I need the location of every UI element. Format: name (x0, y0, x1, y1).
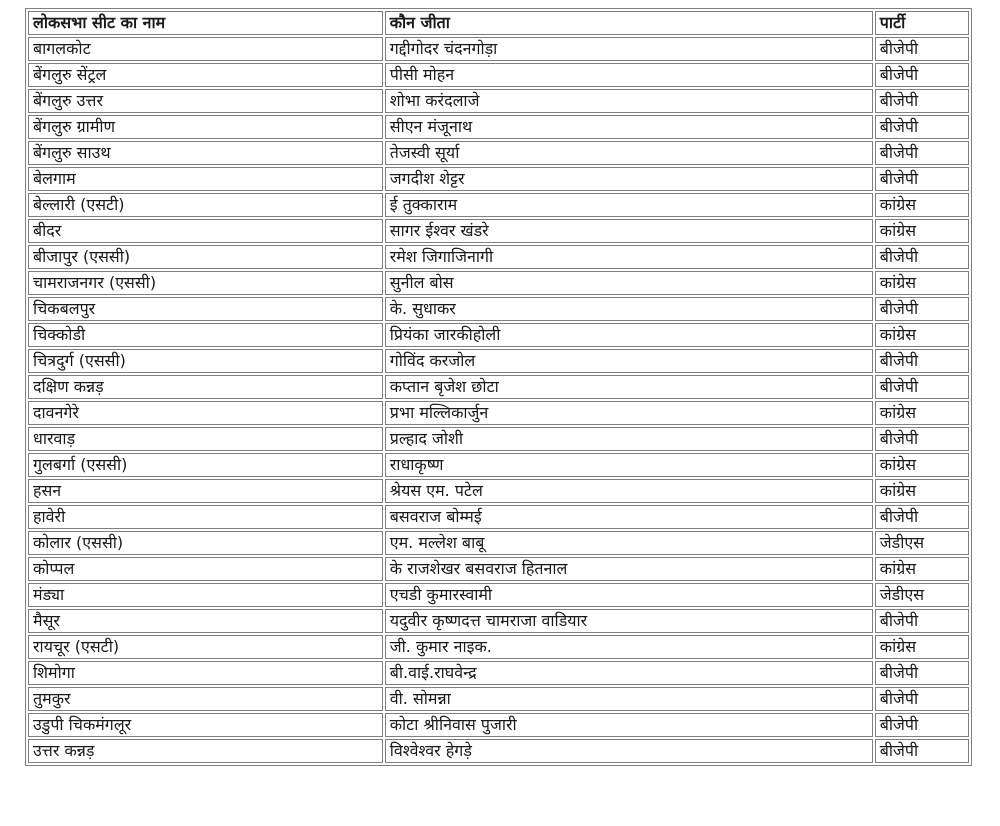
winner-cell: ई तुक्काराम (385, 193, 873, 217)
party-cell: बीजेपी (875, 167, 969, 191)
table-row (28, 479, 969, 503)
seat-name-cell: रायचूर (एसटी) (28, 635, 383, 659)
winner-cell: जी. कुमार नाइक. (385, 635, 873, 659)
party-cell: बीजेपी (875, 141, 969, 165)
party-cell: कांग्रेस (875, 557, 969, 581)
winner-cell: कोटा श्रीनिवास पुजारी (385, 713, 873, 737)
table-row (28, 557, 969, 581)
seat-name-cell: मैसूर (28, 609, 383, 633)
header-row (28, 11, 969, 35)
seat-name-cell: उडुपी चिकमंगलूर (28, 713, 383, 737)
winner-cell: बसवराज बोम्मई (385, 505, 873, 529)
party-cell: बीजेपी (875, 63, 969, 87)
party-cell: कांग्रेस (875, 635, 969, 659)
party-cell: कांग्रेस (875, 479, 969, 503)
seat-name-cell: बेल्लारी (एसटी) (28, 193, 383, 217)
header-seat: लोकसभा सीट का नाम (28, 11, 383, 35)
seat-name-cell: मंड्या (28, 583, 383, 607)
winner-cell: वी. सोमन्ना (385, 687, 873, 711)
seat-name-cell: गुलबर्गा (एससी) (28, 453, 383, 477)
table-row (28, 271, 969, 295)
winner-cell: एम. मल्लेश बाबू (385, 531, 873, 555)
party-cell: बीजेपी (875, 349, 969, 373)
seat-name-cell: चिकबलपुर (28, 297, 383, 321)
seat-name-cell: चित्रदुर्ग (एससी) (28, 349, 383, 373)
table-row (28, 531, 969, 555)
header-party: पार्टी (875, 11, 969, 35)
winner-cell: सीएन मंजूनाथ (385, 115, 873, 139)
seat-name-cell: दक्षिण कन्नड़ (28, 375, 383, 399)
winner-cell: प्रल्हाद जोशी (385, 427, 873, 451)
seat-name-cell: हावेरी (28, 505, 383, 529)
table-body (28, 37, 969, 763)
party-cell: बीजेपी (875, 739, 969, 763)
table-row (28, 661, 969, 685)
table-row (28, 375, 969, 399)
winner-cell: सागर ईश्वर खंडरे (385, 219, 873, 243)
party-cell: बीजेपी (875, 609, 969, 633)
table-row (28, 167, 969, 191)
party-cell: जेडीएस (875, 583, 969, 607)
winner-cell: सुनील बोस (385, 271, 873, 295)
party-cell: बीजेपी (875, 89, 969, 113)
seat-name-cell: बेलगाम (28, 167, 383, 191)
party-cell: बीजेपी (875, 505, 969, 529)
winner-cell: प्रियंका जारकीहोली (385, 323, 873, 347)
party-cell: कांग्रेस (875, 219, 969, 243)
winner-cell: यदुवीर कृष्णदत्त चामराजा वाडियार (385, 609, 873, 633)
table-row (28, 739, 969, 763)
winner-cell: कप्तान बृजेश छोटा (385, 375, 873, 399)
table-row (28, 323, 969, 347)
table-row (28, 219, 969, 243)
table-row (28, 89, 969, 113)
winner-cell: एचडी कुमारस्वामी (385, 583, 873, 607)
winner-cell: राधाकृष्ण (385, 453, 873, 477)
table-row (28, 635, 969, 659)
table-row (28, 297, 969, 321)
winner-cell: बी.वाई.राघवेन्द्र (385, 661, 873, 685)
table-row (28, 687, 969, 711)
party-cell: जेडीएस (875, 531, 969, 555)
winner-cell: गद्दीगोदर चंदनगोड़ा (385, 37, 873, 61)
table-row (28, 401, 969, 425)
seat-name-cell: चामराजनगर (एससी) (28, 271, 383, 295)
party-cell: बीजेपी (875, 427, 969, 451)
table-row (28, 193, 969, 217)
seat-name-cell: चिक्कोडी (28, 323, 383, 347)
seat-name-cell: कोप्पल (28, 557, 383, 581)
winner-cell: के. सुधाकर (385, 297, 873, 321)
seat-name-cell: बेंगलुरु सेंट्रल (28, 63, 383, 87)
party-cell: कांग्रेस (875, 401, 969, 425)
table-row (28, 505, 969, 529)
seat-name-cell: बेंगलुरु ग्रामीण (28, 115, 383, 139)
seat-name-cell: बेंगलुरु उत्तर (28, 89, 383, 113)
seat-name-cell: तुमकुर (28, 687, 383, 711)
winner-cell: के राजशेखर बसवराज हितनाल (385, 557, 873, 581)
table-row (28, 245, 969, 269)
party-cell: बीजेपी (875, 661, 969, 685)
winner-cell: शोभा करंदलाजे (385, 89, 873, 113)
party-cell: बीजेपी (875, 115, 969, 139)
table-row (28, 609, 969, 633)
seat-name-cell: बेंगलुरु साउथ (28, 141, 383, 165)
winner-cell: विश्वेश्वर हेगड़े (385, 739, 873, 763)
party-cell: कांग्रेस (875, 271, 969, 295)
table-row (28, 453, 969, 477)
winner-cell: पीसी मोहन (385, 63, 873, 87)
table-row (28, 115, 969, 139)
seat-name-cell: धारवाड़ (28, 427, 383, 451)
table-row (28, 713, 969, 737)
header-winner: कौन जीता (385, 11, 873, 35)
seat-name-cell: दावनगेरे (28, 401, 383, 425)
seat-name-cell: बीजापुर (एससी) (28, 245, 383, 269)
party-cell: बीजेपी (875, 687, 969, 711)
party-cell: कांग्रेस (875, 193, 969, 217)
winner-cell: प्रभा मल्लिकार्जुन (385, 401, 873, 425)
table-row (28, 427, 969, 451)
results-table (25, 8, 972, 766)
party-cell: बीजेपी (875, 375, 969, 399)
table-row (28, 37, 969, 61)
winner-cell: तेजस्वी सूर्या (385, 141, 873, 165)
party-cell: बीजेपी (875, 245, 969, 269)
winner-cell: रमेश जिगाजिनागी (385, 245, 873, 269)
seat-name-cell: बीदर (28, 219, 383, 243)
winner-cell: श्रेयस एम. पटेल (385, 479, 873, 503)
table-row (28, 63, 969, 87)
seat-name-cell: बागलकोट (28, 37, 383, 61)
party-cell: कांग्रेस (875, 453, 969, 477)
seat-name-cell: उत्तर कन्नड़ (28, 739, 383, 763)
party-cell: बीजेपी (875, 37, 969, 61)
seat-name-cell: शिमोगा (28, 661, 383, 685)
seat-name-cell: हसन (28, 479, 383, 503)
party-cell: बीजेपी (875, 713, 969, 737)
table-row (28, 141, 969, 165)
party-cell: कांग्रेस (875, 323, 969, 347)
winner-cell: जगदीश शेट्टर (385, 167, 873, 191)
winner-cell: गोविंद करजोल (385, 349, 873, 373)
table-row (28, 349, 969, 373)
seat-name-cell: कोलार (एससी) (28, 531, 383, 555)
party-cell: बीजेपी (875, 297, 969, 321)
table-row (28, 583, 969, 607)
